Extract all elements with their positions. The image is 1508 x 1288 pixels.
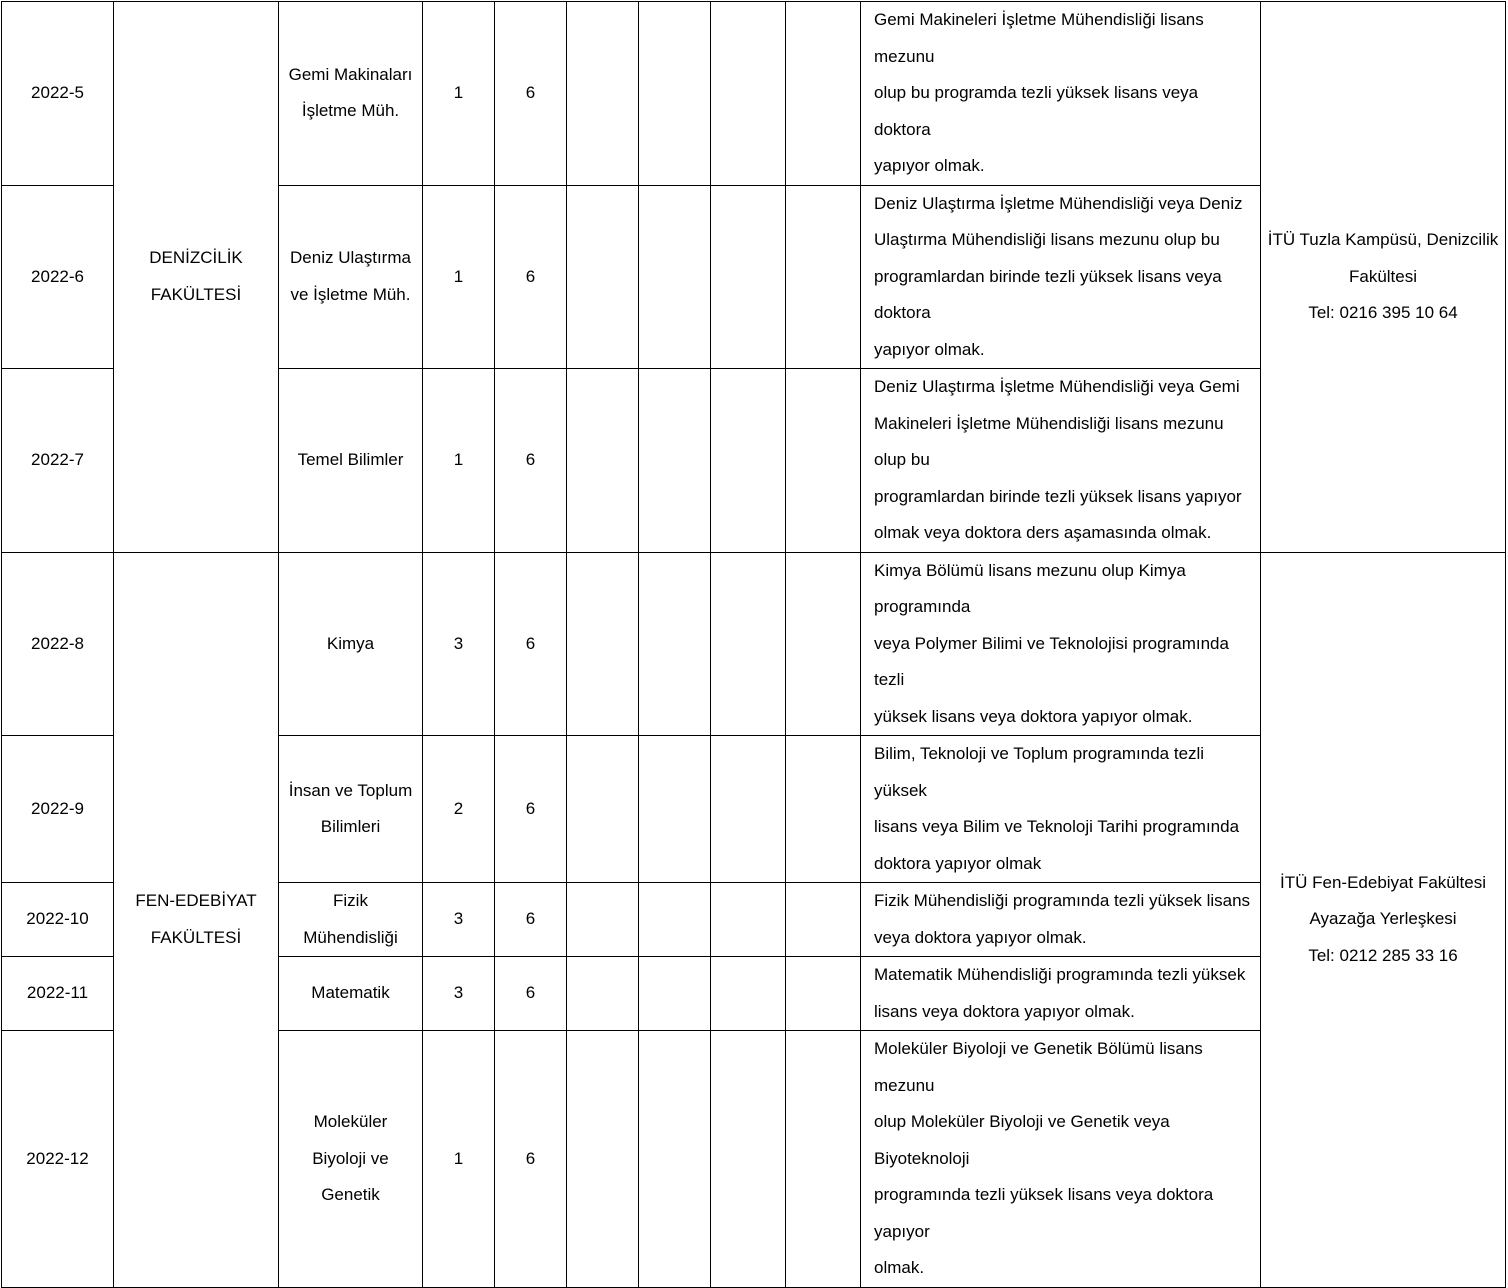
position-code: 2022-10 [2,883,114,957]
empty-cell [786,736,861,883]
program-name: Fizik Mühendisliği [279,883,423,957]
faculty-name: DENİZCİLİK FAKÜLTESİ [114,2,279,553]
empty-cell [567,185,639,369]
position-term: 6 [495,1031,567,1288]
empty-cell [786,185,861,369]
empty-cell [786,2,861,186]
empty-cell [567,957,639,1031]
position-term: 6 [495,957,567,1031]
positions-table [1,1,1506,1288]
position-code: 2022-12 [2,1031,114,1288]
empty-cell [786,369,861,553]
position-count: 2 [423,736,495,883]
empty-cell [567,883,639,957]
empty-cell [567,736,639,883]
position-count: 1 [423,185,495,369]
empty-cell [786,957,861,1031]
empty-cell [567,1031,639,1288]
empty-cell [639,1031,711,1288]
faculty-name: FEN-EDEBİYAT FAKÜLTESİ [114,552,279,1287]
program-name: Gemi Makinaları İşletme Müh. [279,2,423,186]
position-count: 3 [423,552,495,736]
position-code: 2022-5 [2,2,114,186]
position-code: 2022-11 [2,957,114,1031]
empty-cell [639,369,711,553]
empty-cell [639,552,711,736]
table-row [2,552,1506,736]
empty-cell [711,2,786,186]
empty-cell [567,552,639,736]
position-term: 6 [495,883,567,957]
empty-cell [711,185,786,369]
position-term: 6 [495,2,567,186]
requirement-text: Deniz Ulaştırma İşletme Mühendisliği veya Deniz Ulaştırma Mühendisliği lisans mezunu olup bu programlardan birinde tezli yüksek lisans veya doktora yapıyor olmak. [861,185,1261,369]
requirement-text: Matematik Mühendisliği programında tezli yüksek lisans veya doktora yapıyor olmak. [861,957,1261,1031]
program-name: İnsan ve Toplum Bilimleri [279,736,423,883]
position-code: 2022-9 [2,736,114,883]
requirement-text: Bilim, Teknoloji ve Toplum programında tezli yüksek lisans veya Bilim ve Teknoloji Tarihi programında doktora yapıyor olmak [861,736,1261,883]
contact-info: İTÜ Fen-Edebiyat Fakültesi Ayazağa Yerleşkesi Tel: 0212 285 33 16 [1261,552,1506,1287]
empty-cell [711,957,786,1031]
position-code: 2022-7 [2,369,114,553]
empty-cell [639,185,711,369]
table-row [2,2,1506,186]
program-name: Matematik [279,957,423,1031]
empty-cell [567,369,639,553]
requirement-text: Moleküler Biyoloji ve Genetik Bölümü lisans mezunu olup Moleküler Biyoloji ve Genetik veya Biyoteknoloji programında tezli yüksek lisans veya doktora yapıyor olmak. [861,1031,1261,1288]
position-code: 2022-6 [2,185,114,369]
empty-cell [711,1031,786,1288]
program-name: Deniz Ulaştırma ve İşletme Müh. [279,185,423,369]
contact-info: İTÜ Tuzla Kampüsü, Denizcilik Fakültesi Tel: 0216 395 10 64 [1261,2,1506,553]
empty-cell [639,957,711,1031]
empty-cell [567,2,639,186]
empty-cell [711,736,786,883]
empty-cell [639,736,711,883]
position-count: 1 [423,1031,495,1288]
position-count: 3 [423,957,495,1031]
position-count: 3 [423,883,495,957]
position-code: 2022-8 [2,552,114,736]
empty-cell [711,883,786,957]
position-term: 6 [495,552,567,736]
requirement-text: Fizik Mühendisliği programında tezli yüksek lisans veya doktora yapıyor olmak. [861,883,1261,957]
empty-cell [786,883,861,957]
empty-cell [786,1031,861,1288]
position-term: 6 [495,736,567,883]
position-count: 1 [423,369,495,553]
empty-cell [786,552,861,736]
position-count: 1 [423,2,495,186]
requirement-text: Gemi Makineleri İşletme Mühendisliği lisans mezunu olup bu programda tezli yüksek lisans veya doktora yapıyor olmak. [861,2,1261,186]
position-term: 6 [495,185,567,369]
empty-cell [711,552,786,736]
program-name: Temel Bilimler [279,369,423,553]
empty-cell [711,369,786,553]
position-term: 6 [495,369,567,553]
requirement-text: Deniz Ulaştırma İşletme Mühendisliği veya Gemi Makineleri İşletme Mühendisliği lisans mezunu olup bu programlardan birinde tezli yüksek lisans yapıyor olmak veya doktora ders aşamasında olmak. [861,369,1261,553]
program-name: Kimya [279,552,423,736]
program-name: Moleküler Biyoloji ve Genetik [279,1031,423,1288]
requirement-text: Kimya Bölümü lisans mezunu olup Kimya programında veya Polymer Bilimi ve Teknolojisi programında tezli yüksek lisans veya doktora yapıyor olmak. [861,552,1261,736]
empty-cell [639,2,711,186]
empty-cell [639,883,711,957]
